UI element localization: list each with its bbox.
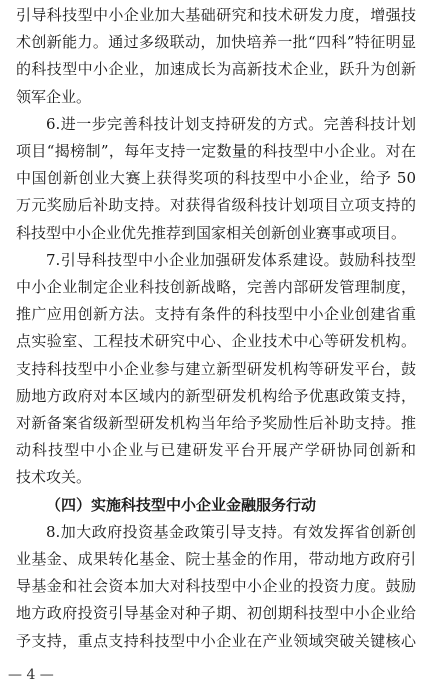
text-line: 技术攻关。: [16, 468, 92, 487]
text-line: 术创新能力。通过多级联动，加快培养一批“四科”特征明显: [16, 33, 416, 52]
text-line: 动科技型中小企业与已建研发平台开展产学研协同创新和: [16, 441, 416, 460]
text-line: 地方政府投资引导基金对种子期、初创期科技型中小企业给: [16, 604, 416, 623]
text-line: 点实验室、工程技术研究中心、企业技术中心等研发机构。: [16, 332, 416, 351]
text-line: 引导科技型中小企业加大基础研究和技术研发力度，增强技: [16, 6, 416, 24]
text-line: 业基金、成果转化基金、院士基金的作用，带动地方政府引: [16, 550, 416, 568]
text-line: 导基金和社会资本加大对科技型中小企业的投资力度。鼓励: [16, 577, 416, 596]
text-line: 万元奖励后补助支持。对获得省级科技计划项目立项支持的: [16, 196, 416, 215]
text-line: 8.加大政府投资基金政策引导支持。有效发挥省创新创: [46, 522, 416, 541]
text-line: 领军企业。: [16, 87, 92, 106]
text-line: 支持科技型中小企业参与建立新型研发机构等研发平台，鼓: [16, 359, 416, 378]
text-line: 推广应用创新方法。支持有条件的科技型中小企业创建省重: [16, 305, 416, 324]
text-line: 励地方政府对本区域内的新型研发机构给予优惠政策支持，: [16, 386, 416, 405]
text-line: 7.引导科技型中小企业加强研发体系建设。鼓励科技型: [46, 250, 416, 269]
text-line: 项目“揭榜制”，每年支持一定数量的科技型中小企业。对在: [16, 142, 416, 160]
text-line: 对新备案省级新型研发机构当年给予奖励性后补助支持。推: [16, 414, 416, 432]
page-number: — 4 —: [8, 667, 54, 683]
text-line: 科技型中小企业优先推荐到国家相关创新创业赛事或项目。: [16, 223, 407, 242]
section-heading: （四）实施科技型中小企业金融服务行动: [46, 495, 317, 514]
text-line: 6.进一步完善科技计划支持研发的方式。完善科技计划: [46, 114, 416, 133]
text-line: 中国创新创业大赛上获得奖项的科技型中小企业，给予 50: [16, 169, 416, 188]
text-line: 予支持，重点支持科技型中小企业在产业领域突破关键核心: [16, 631, 416, 650]
text-line: 的科技型中小企业，加速成长为高新技术企业，跃升为创新: [16, 60, 416, 79]
text-line: 中小企业制定企业科技创新战略，完善内部研发管理制度，: [16, 278, 416, 296]
